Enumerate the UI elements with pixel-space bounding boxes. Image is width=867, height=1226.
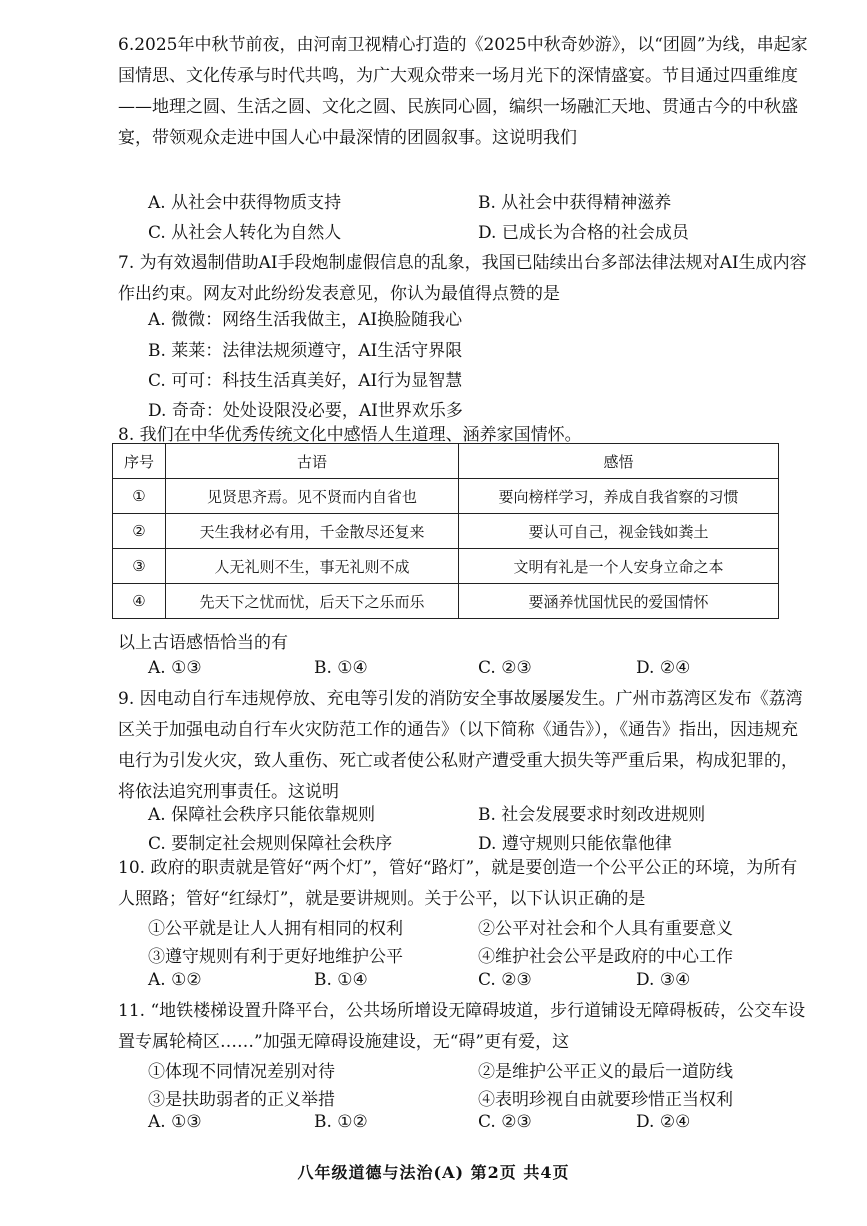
q8-option-a: A. ①③ [148, 658, 202, 678]
row-insight: 要涵养忧国忧民的爱国情怀 [459, 584, 779, 619]
row-proverb: 天生我材必有用，千金散尽还复来 [166, 514, 459, 549]
q8-option-d: D. ②④ [636, 658, 691, 678]
table-header-row [113, 444, 779, 479]
q10-statement-3: ③遵守规则有利于更好地维护公平 [148, 947, 403, 967]
q10-statement-1: ①公平就是让人人拥有相同的权利 [148, 919, 403, 939]
q6-option-a: A. 从社会中获得物质支持 [148, 193, 342, 213]
q10-option-a: A. ①② [148, 970, 202, 990]
row-insight: 要向榜样学习，养成自我省察的习惯 [459, 479, 779, 514]
row-proverb: 人无礼则不生，事无礼则不成 [166, 549, 459, 584]
row-proverb: 先天下之忧而忧，后天下之乐而乐 [166, 584, 459, 619]
q11-option-d: D. ②④ [636, 1112, 691, 1132]
q11-option-b: B. ①② [314, 1112, 368, 1132]
q9-option-c: C. 要制定社会规则保障社会秩序 [148, 834, 393, 854]
q10-statement-4: ④维护社会公平是政府的中心工作 [478, 947, 733, 967]
q11-statement-3: ③是扶助弱者的正义举措 [148, 1090, 335, 1110]
q11-statement-4: ④表明珍视自由就要珍惜正当权利 [478, 1090, 733, 1110]
q6-option-c: C. 从社会人转化为自然人 [148, 223, 342, 243]
q8-option-b: B. ①④ [314, 658, 368, 678]
q7-option-c: C. 可可：科技生活真美好，AI行为显智慧 [148, 371, 463, 391]
q8-stem: 8. 我们在中华优秀传统文化中感悟人生道理、涵养家国情怀。 [118, 425, 582, 445]
q7-option-d: D. 奇奇：处处设限没必要，AI世界欢乐多 [148, 401, 463, 421]
q11-statement-1: ①体现不同情况差别对待 [148, 1062, 335, 1082]
q11-option-c: C. ②③ [478, 1112, 532, 1132]
q9-option-b: B. 社会发展要求时刻改进规则 [478, 805, 706, 825]
q10-option-c: C. ②③ [478, 970, 532, 990]
q11-stem: 11. “地铁楼梯设置升降平台，公共场所增设无障碍坡道，步行道铺设无障碍板砖，公交车设置专属轮椅区……”加强无障碍设施建设，无“碍”更有爱，这 [118, 1001, 806, 1052]
row-insight: 文明有礼是一个人安身立命之本 [459, 549, 779, 584]
table-row [113, 584, 779, 619]
row-proverb: 见贤思齐焉。见不贤而内自省也 [166, 479, 459, 514]
q7-option-b: B. 莱莱：法律法规须遵守，AI生活守界限 [148, 341, 463, 361]
table-row [113, 479, 779, 514]
q8-question: 以上古语感悟恰当的有 [118, 633, 288, 653]
header-insight: 感悟 [459, 444, 779, 479]
row-index: ② [113, 514, 166, 549]
q11-statement-2: ②是维护公平正义的最后一道防线 [478, 1062, 733, 1082]
q9-stem: 9. 因电动自行车违规停放、充电等引发的消防安全事故屡屡发生。广州市荔湾区发布《荔湾区关于加强电动自行车火灾防范工作的通告》（以下简称《通告》），《通告》指出，因违规充电行为引发火灾，致人重伤、死亡或者使公私财产遭受重大损失等严重后果，构成犯罪的，将依法追究刑事责任。这说明 [118, 689, 803, 802]
header-index: 序号 [113, 444, 166, 479]
q10-stem: 10. 政府的职责就是管好“两个灯”，管好“路灯”，就是要创造一个公平公正的环境，为所有人照路；管好“红绿灯”，就是要讲规则。关于公平，以下认识正确的是 [118, 858, 798, 909]
q6-option-b: B. 从社会中获得精神滋养 [478, 193, 672, 213]
header-proverb: 古语 [166, 444, 459, 479]
q8-option-c: C. ②③ [478, 658, 532, 678]
proverb-table [112, 443, 779, 619]
q9-option-a: A. 保障社会秩序只能依靠规则 [148, 805, 376, 825]
q7-option-a: A. 微微：网络生活我做主，AI换脸随我心 [148, 310, 463, 330]
q10-option-b: B. ①④ [314, 970, 368, 990]
table-row [113, 514, 779, 549]
row-index: ① [113, 479, 166, 514]
q9-option-d: D. 遵守规则只能依靠他律 [478, 834, 672, 854]
q10-statement-2: ②公平对社会和个人具有重要意义 [478, 919, 733, 939]
q7-stem: 7. 为有效遏制借助AI手段炮制虚假信息的乱象，我国已陆续出台多部法律法规对AI生成内容作出约束。网友对此纷纷发表意见，你认为最值得点赞的是 [118, 253, 807, 304]
row-insight: 要认可自己，视金钱如粪土 [459, 514, 779, 549]
q6-option-d: D. 已成长为合格的社会成员 [478, 223, 689, 243]
row-index: ③ [113, 549, 166, 584]
page-footer: 八年级道德与法治(A) 第2页 共4页 [297, 1163, 570, 1182]
q6-stem: 6.2025年中秋节前夜，由河南卫视精心打造的《2025中秋奇妙游》，以“团圆”为线，串起家国情思、文化传承与时代共鸣，为广大观众带来一场月光下的深情盛宴。节目通过四重维度——地理之圆、生活之圆、文化之圆、民族同心圆，编织一场融汇天地、贯通古今的中秋盛宴，带领观众走进中国人心中最深情的团圆叙事。这说明我们 [118, 35, 808, 148]
row-index: ④ [113, 584, 166, 619]
table-row [113, 549, 779, 584]
q11-option-a: A. ①③ [148, 1112, 202, 1132]
q10-option-d: D. ③④ [636, 970, 691, 990]
